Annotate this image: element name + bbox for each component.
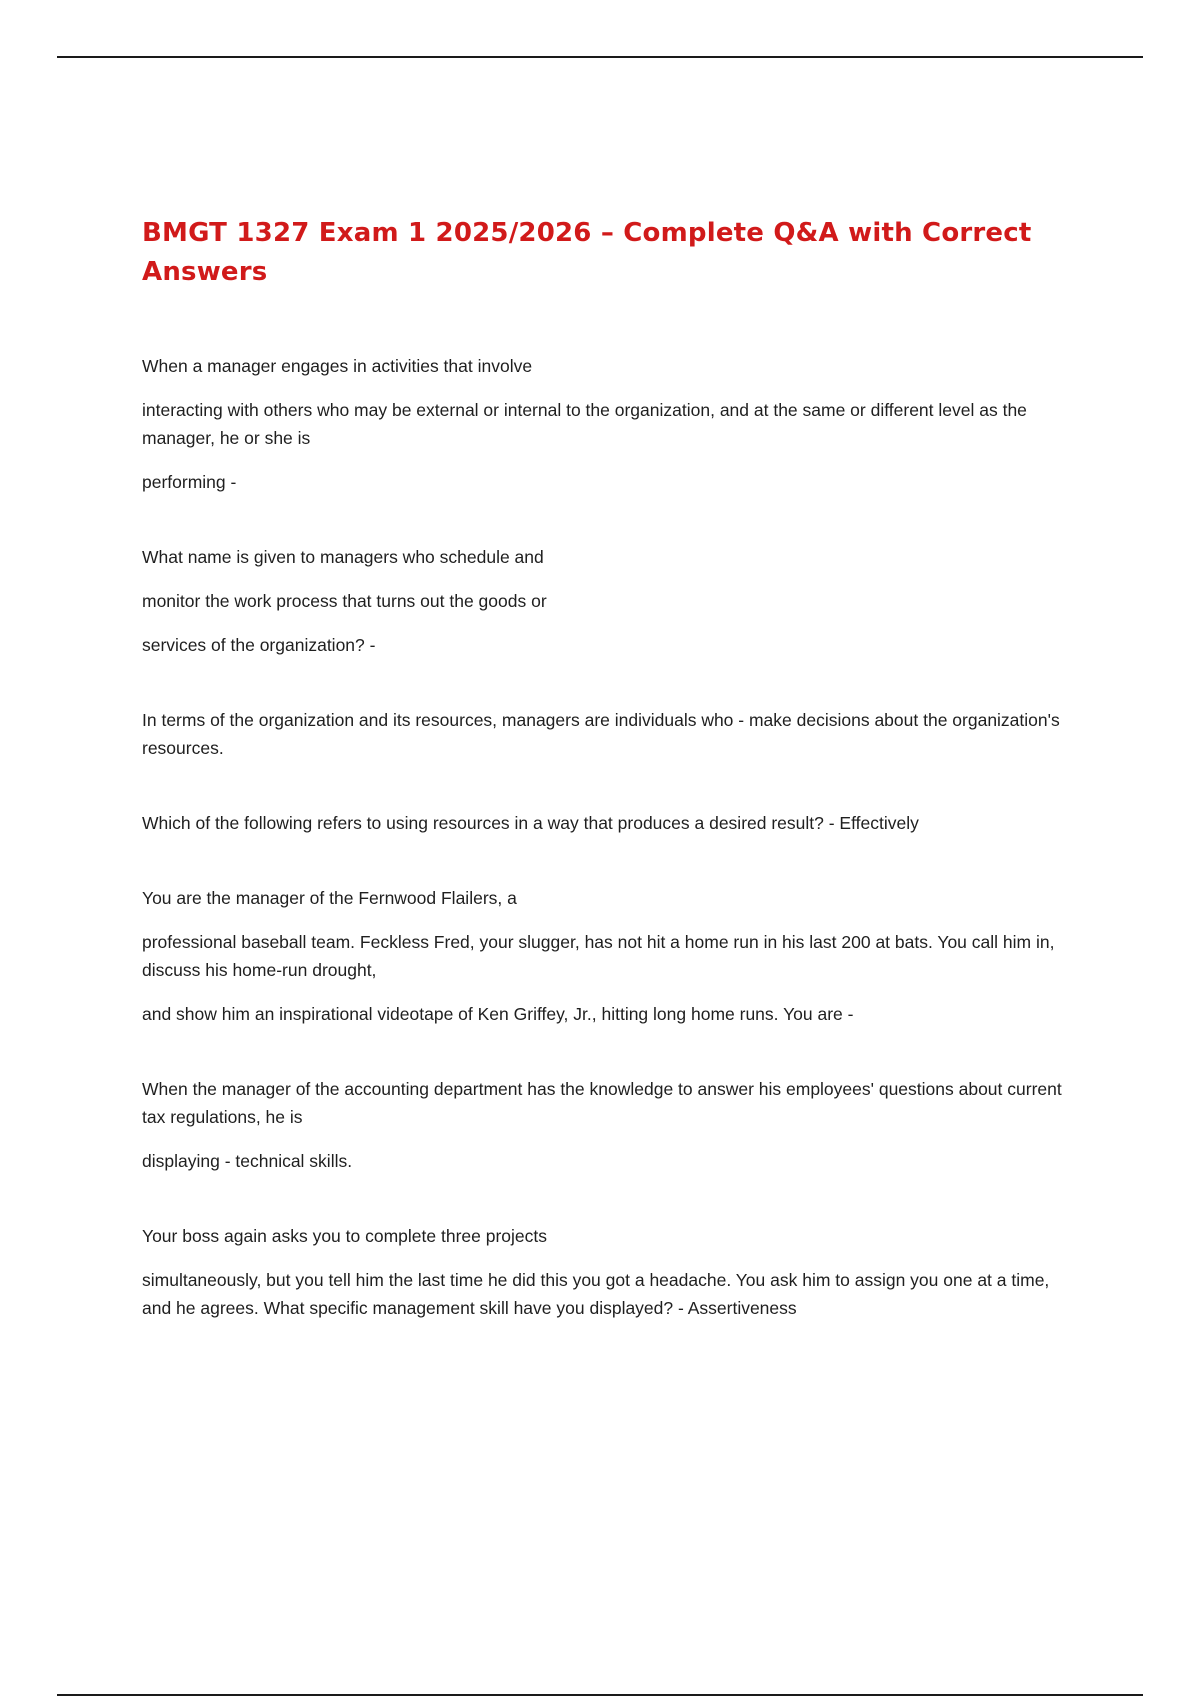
qa-line: simultaneously, but you tell him the last time he did this you got a headache. You ask him to assign you one at a time, and he agrees. What specific management skill have you displayed? - Assertiveness	[142, 1270, 1050, 1318]
qa-line: Which of the following refers to using resources in a way that produces a desired result? - Effectively	[142, 813, 919, 833]
qa-line: interacting with others who may be external or internal to the organization, and at the same or different level as the manager, he or she is	[142, 400, 1027, 448]
qa-line: monitor the work process that turns out the goods or	[142, 591, 547, 611]
qa-item-4	[142, 809, 1062, 837]
qa-line: and show him an inspirational videotape of Ken Griffey, Jr., hitting long home runs. You are -	[142, 1004, 854, 1024]
top-rule	[57, 56, 1143, 58]
document-title: BMGT 1327 Exam 1 2025/2026 – Complete Q&A with Correct Answers	[142, 218, 1032, 287]
qa-line: services of the organization? -	[142, 635, 376, 655]
qa-line: performing -	[142, 472, 237, 492]
qa-item-3	[142, 706, 1062, 762]
qa-line: When a manager engages in activities that involve	[142, 356, 533, 376]
qa-item-5	[142, 884, 1062, 1028]
qa-line: You are the manager of the Fernwood Flailers, a	[142, 888, 517, 908]
qa-line: professional baseball team. Feckless Fred, your slugger, has not hit a home run in his last 200 at bats. You call him in, discuss his home-run drought,	[142, 932, 1055, 980]
qa-item-1	[142, 352, 1062, 496]
qa-line: displaying - technical skills.	[142, 1151, 353, 1171]
document-body	[142, 214, 1062, 1369]
qa-line: What name is given to managers who schedule and	[142, 547, 544, 567]
qa-item-6	[142, 1075, 1062, 1175]
qa-line: Your boss again asks you to complete three projects	[142, 1226, 548, 1246]
qa-item-7	[142, 1222, 1062, 1322]
qa-item-2	[142, 543, 1062, 659]
qa-line: In terms of the organization and its resources, managers are individuals who - make decisions about the organization's resources.	[142, 710, 1060, 758]
qa-line: When the manager of the accounting department has the knowledge to answer his employees' questions about current tax regulations, he is	[142, 1079, 1062, 1127]
bottom-rule	[57, 1694, 1143, 1696]
